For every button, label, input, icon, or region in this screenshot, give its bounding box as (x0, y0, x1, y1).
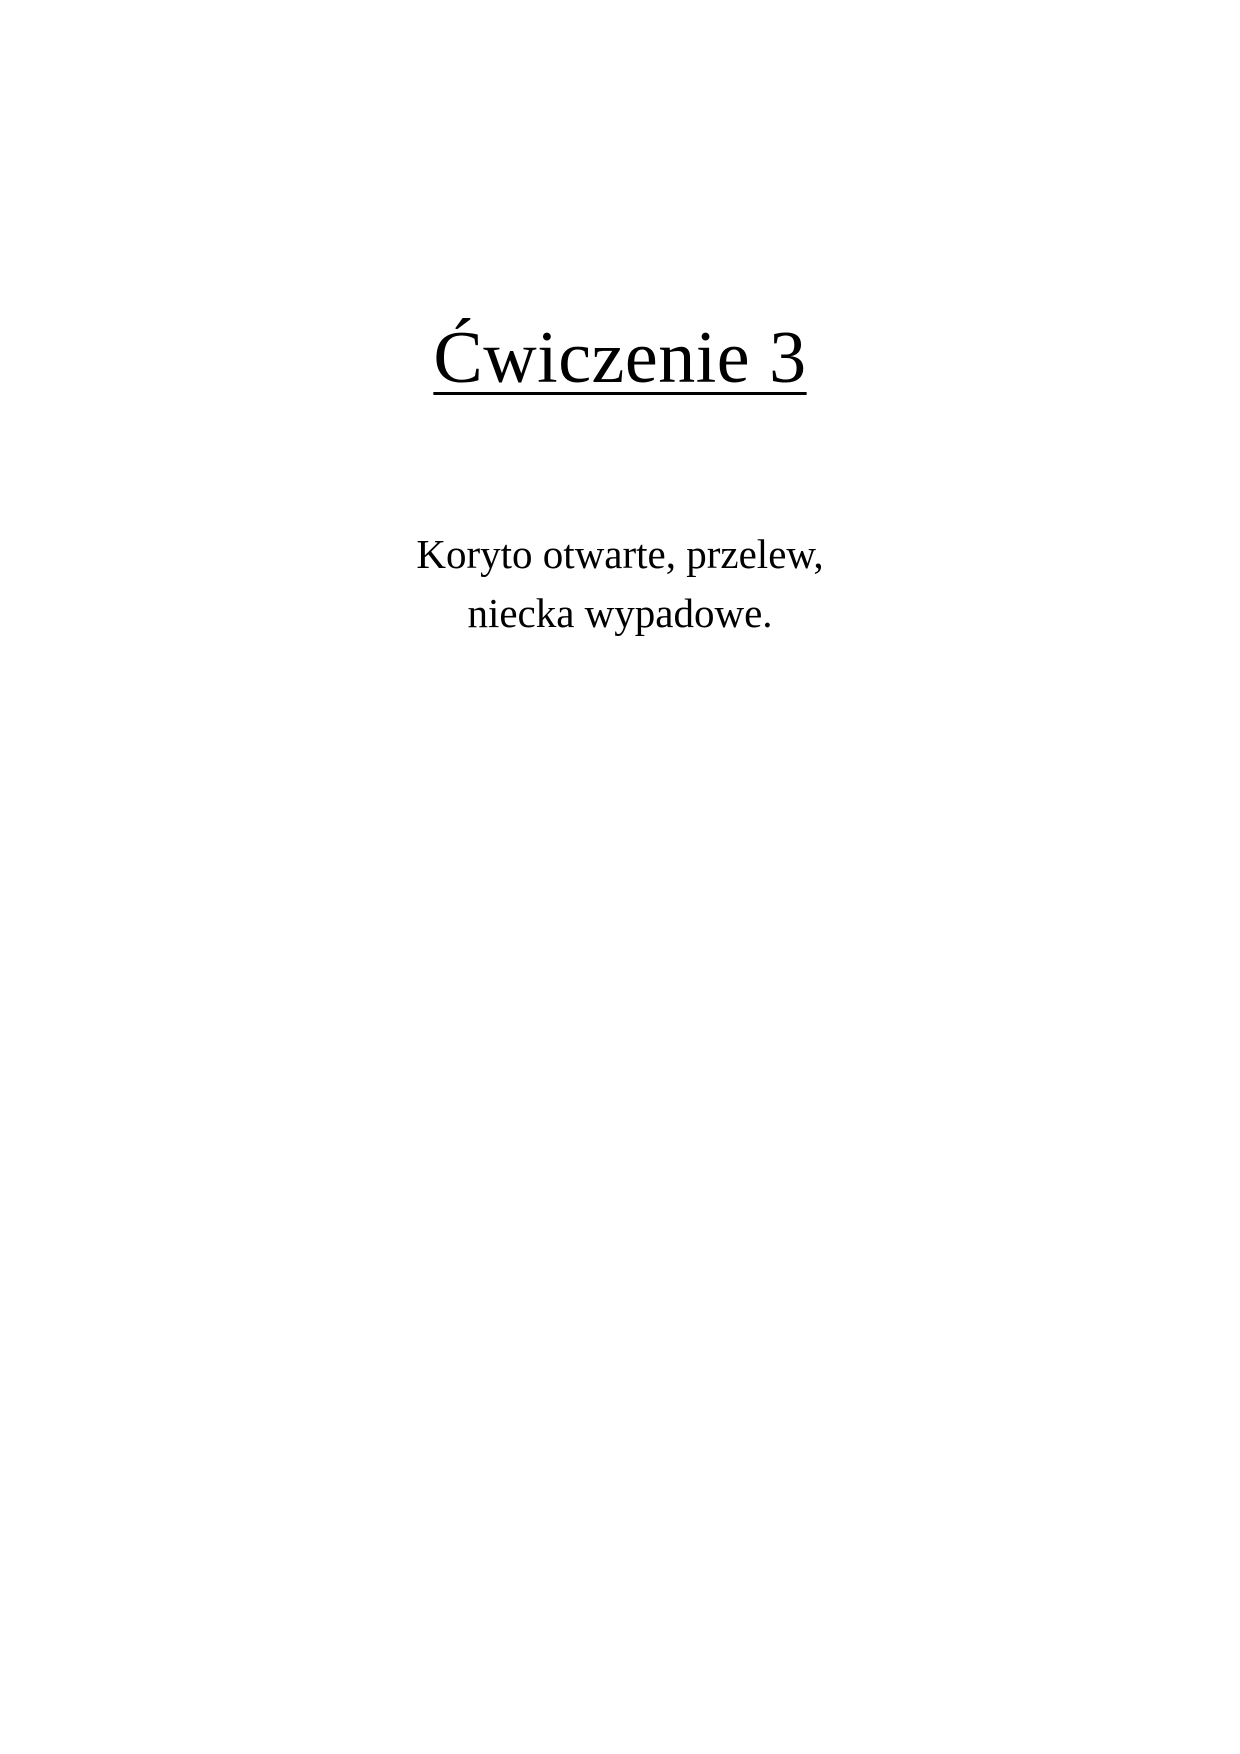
page-subtitle-line-2: niecka wypadowe. (467, 590, 773, 637)
page-subtitle (0, 525, 1240, 644)
page-title-text: Ćwiczenie 3 (433, 317, 807, 399)
page-subtitle-line-1: Koryto otwarte, przelew, (416, 531, 824, 577)
page-title (0, 318, 1240, 399)
